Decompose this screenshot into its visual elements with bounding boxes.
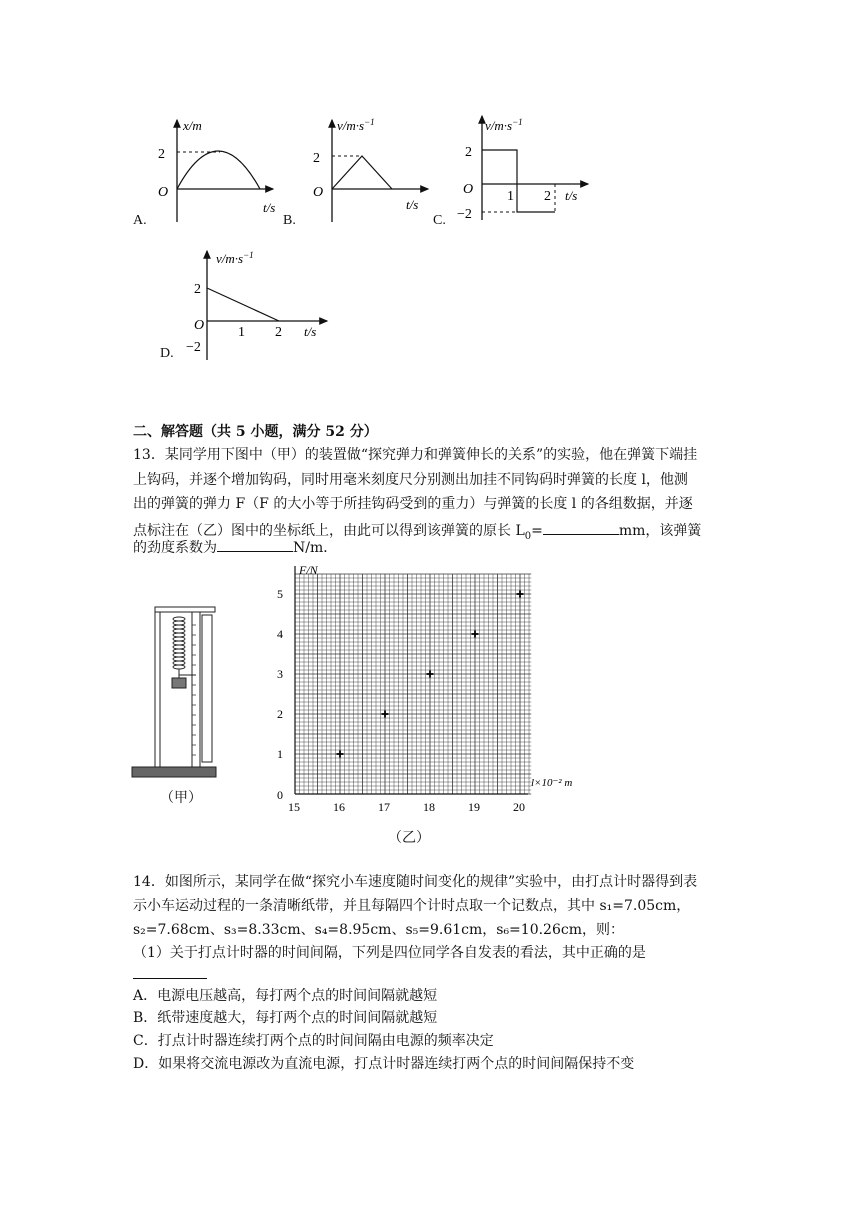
figure-jia-caption: （甲） xyxy=(160,790,202,806)
q14-line3: s₂=7.68cm、s₃=8.33cm、s₄=8.95cm、s₅=9.61cm，s₆=10.26cm，则： xyxy=(133,922,624,938)
weight-block xyxy=(172,678,186,688)
parabola-curve xyxy=(177,151,260,189)
data-point xyxy=(382,711,389,718)
q14-line4: （1）关于打点计时器的时间间隔，下列是四位同学各自发表的看法，其中正确的是 xyxy=(133,945,646,961)
y-tick-neg2: −2 xyxy=(457,207,472,222)
data-point xyxy=(427,671,434,678)
velocity-line xyxy=(332,156,392,189)
option-b-letter: B. xyxy=(283,213,296,228)
y-tick-pos2: 2 xyxy=(194,282,201,297)
origin-label: O xyxy=(194,318,205,333)
section-heading: 二、解答题（共 5 小题，满分 52 分） xyxy=(133,424,378,440)
x-tick-2: 2 xyxy=(275,325,282,340)
y-tick-label: 4 xyxy=(277,627,283,641)
answer-blank-length[interactable] xyxy=(543,520,619,535)
choice-c[interactable]: C．打点计时器连续打两个点的时间间隔由电源的频率决定 xyxy=(133,1033,494,1049)
x-axis-label: l×10⁻² m xyxy=(531,777,573,789)
origin-label: O xyxy=(463,182,474,197)
q13-subscript: 0 xyxy=(524,530,532,542)
y-axis-label: F/N xyxy=(299,563,318,577)
q13-line2: 上钩码，并逐个增加钩码，同时用毫米刻度尺分别测出加挂不同钩码时弹簧的长度 l，他测 xyxy=(133,472,688,488)
q13-line1: 13．某同学用下图中（甲）的装置做“探究弹力和弹簧伸长的关系”的实验，他在弹簧下端挂 xyxy=(133,447,698,463)
q13-line5 xyxy=(133,537,337,558)
x-tick-label: 15 xyxy=(288,800,300,814)
y-tick-pos2: 2 xyxy=(465,145,472,160)
x-axis-label: t/s xyxy=(263,200,276,215)
y-tick-label: 2 xyxy=(277,707,283,721)
x-axis-label: t/s xyxy=(304,324,317,339)
force-length-chart xyxy=(270,560,600,822)
x-tick-1: 1 xyxy=(238,325,245,340)
x-tick-label: 17 xyxy=(378,800,390,814)
data-point xyxy=(472,631,479,638)
x-tick-label: 16 xyxy=(333,800,345,814)
y-axis-label: $v/m\cdot s^{-1}$ xyxy=(485,117,523,133)
q13-line5-text: 的劲度系数为 xyxy=(133,540,217,556)
q14-line2: 示小车运动过程的一条清晰纸带，并且每隔四个计时点取一个记数点，其中 s₁=7.05cm， xyxy=(133,898,691,914)
apparatus-base xyxy=(132,767,216,777)
data-point xyxy=(337,751,344,758)
y-axis-label: x/m xyxy=(183,118,202,133)
velocity-line xyxy=(207,288,279,321)
x-axis-label: t/s xyxy=(565,188,578,203)
x-tick-label: 20 xyxy=(513,800,525,814)
y-axis-label: $v/m\cdot s^{-1}$ xyxy=(337,117,375,133)
answer-blank-stiffness[interactable] xyxy=(217,537,293,552)
right-post xyxy=(202,615,212,762)
graph-b xyxy=(305,112,435,230)
q14-line1: 14．如图所示，某同学在做“探究小车速度随时间变化的规律”实验中，由打点计时器得到表 xyxy=(133,874,698,890)
y-axis-label: $v/m\cdot s^{-1}$ xyxy=(216,250,254,266)
choice-a[interactable]: A．电源电压越高，每打两个点的时间间隔就越短 xyxy=(133,988,438,1004)
graph-a xyxy=(150,112,280,230)
option-d-letter: D. xyxy=(160,346,174,361)
origin-label: O xyxy=(313,185,324,200)
q13-line3: 出的弹簧的弹力 F（F 的大小等于所挂钩码受到的重力）与弹簧的长度 l 的各组数据，并逐 xyxy=(133,496,693,512)
figure-yi-caption: （乙） xyxy=(388,830,430,846)
top-bar xyxy=(155,607,215,612)
q13-line4-tail: mm，该弹簧 xyxy=(618,523,702,539)
y-tick-2: 2 xyxy=(313,151,320,166)
choice-d[interactable]: D．如果将交流电源改为直流电源，打点计时器连续打两个点的时间间隔保持不变 xyxy=(133,1056,635,1072)
graph-d xyxy=(180,245,340,365)
y-tick-2: 2 xyxy=(158,147,165,162)
y-tick-label: 0 xyxy=(277,788,283,802)
spring-coil xyxy=(173,617,185,669)
origin-label: O xyxy=(158,185,169,200)
left-post xyxy=(155,612,160,767)
x-axis-label: t/s xyxy=(406,197,419,212)
y-tick-label: 5 xyxy=(277,587,283,601)
choice-b[interactable]: B．纸带速度越大，每打两个点的时间间隔就越短 xyxy=(133,1010,438,1026)
option-c-letter: C. xyxy=(433,213,446,228)
grid xyxy=(295,574,531,794)
data-point xyxy=(517,591,524,598)
y-tick-neg2: −2 xyxy=(186,340,201,355)
option-a-letter: A. xyxy=(133,213,147,228)
answer-blank-q14[interactable] xyxy=(133,978,207,979)
x-tick-label: 18 xyxy=(423,800,435,814)
graph-c xyxy=(455,108,595,228)
y-tick-label: 1 xyxy=(277,747,283,761)
x-tick-1: 1 xyxy=(507,189,514,204)
q13-equals: = xyxy=(531,523,543,539)
spring-apparatus-figure xyxy=(130,605,220,785)
q13-line4-text: 点标注在（乙）图中的坐标纸上，由此可以得到该弹簧的原长 L xyxy=(133,523,525,539)
q13-line5-tail: N/m． xyxy=(293,540,338,556)
x-tick-2: 2 xyxy=(544,189,551,204)
x-tick-label: 19 xyxy=(468,800,480,814)
y-tick-label: 3 xyxy=(277,667,283,681)
